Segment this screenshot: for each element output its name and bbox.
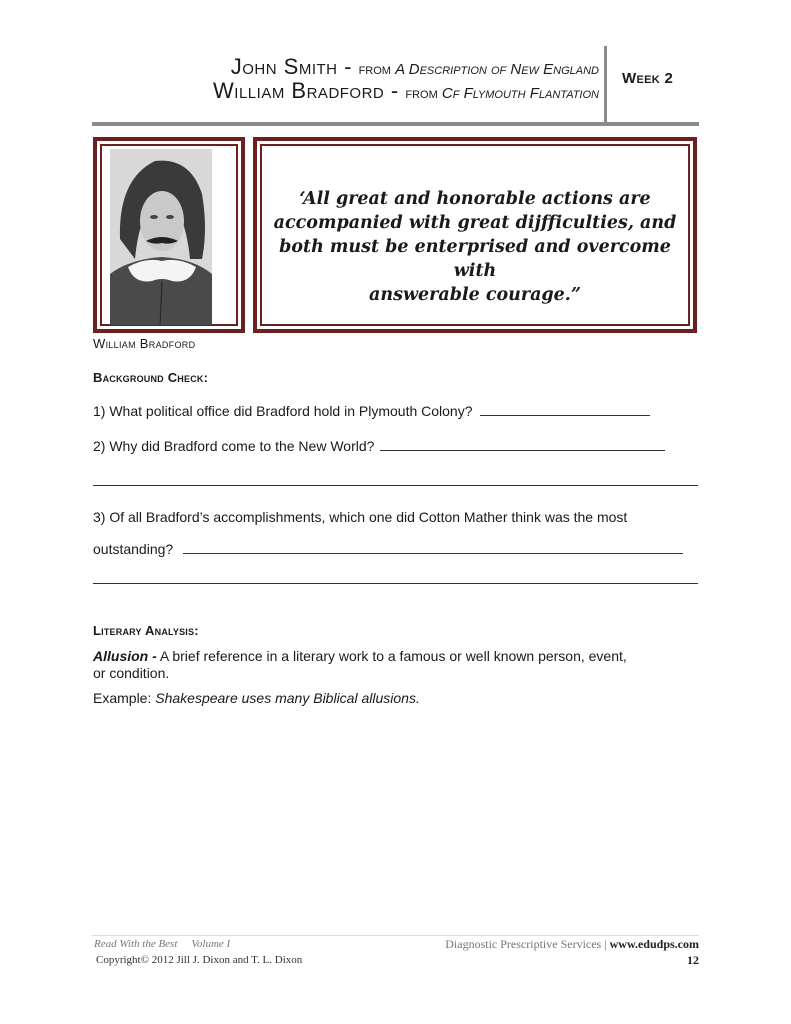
work-title: Cf Flymouth Flantation (441, 85, 599, 102)
quote-text: ‘All great and honorable actions are accompanied with great dĳfficulties, and both must be enterprised and overcome with answerable courage.” (273, 189, 677, 305)
background-check-heading: Background Check: (93, 370, 209, 385)
portrait-caption: William Bradford (93, 336, 196, 351)
work-title: A Description of New England (395, 61, 599, 78)
footer-rule (92, 935, 699, 936)
question-2: 2) Why did Bradford come to the New World? (93, 436, 665, 455)
allusion-definition: Allusion - A brief reference in a literary work to a famous or well known person, event, (93, 648, 627, 664)
portrait-frame (93, 137, 245, 333)
author-name: John Smith (230, 54, 338, 79)
allusion-definition-cont: or condition. (93, 665, 170, 681)
answer-field-3-line-2[interactable] (93, 583, 698, 584)
answer-field-2-line-2[interactable] (93, 485, 698, 486)
answer-field-1[interactable] (480, 401, 650, 416)
website-link[interactable]: www.edudps.com (609, 937, 699, 951)
week-label: Week 2 (622, 70, 674, 87)
question-1: 1) What political office did Bradford hold in Plymouth Colony? (93, 401, 650, 420)
answer-field-3[interactable] (183, 539, 683, 554)
page-number: 12 (687, 953, 699, 967)
header-rule (92, 122, 699, 126)
quote-box (253, 137, 697, 333)
literary-analysis-heading: Literary Analysis: (93, 623, 199, 638)
header-divider (604, 46, 607, 124)
portrait-image (110, 149, 212, 325)
header-line-1: John Smith - from A Description of New England (230, 54, 599, 79)
question-3: 3) Of all Bradford’s accomplishments, which one did Cotton Mather think was the most (93, 509, 628, 525)
question-3-cont: outstanding? (93, 539, 683, 558)
footer-series: Read With the Best Volume I (94, 938, 231, 950)
footer-copyright: Copyright© 2012 Jill J. Dixon and T. L. Dixon (96, 954, 303, 966)
header-line-2: William Bradford - from Cf Flymouth Flantation (213, 78, 599, 103)
answer-field-2[interactable] (380, 436, 665, 451)
author-name: William Bradford (213, 78, 385, 103)
allusion-example: Example: Shakespeare uses many Biblical allusions. (93, 690, 420, 706)
footer-publisher: Diagnostic Prescriptive Services | www.edudps.com (445, 937, 699, 951)
term: Allusion - (93, 648, 157, 664)
